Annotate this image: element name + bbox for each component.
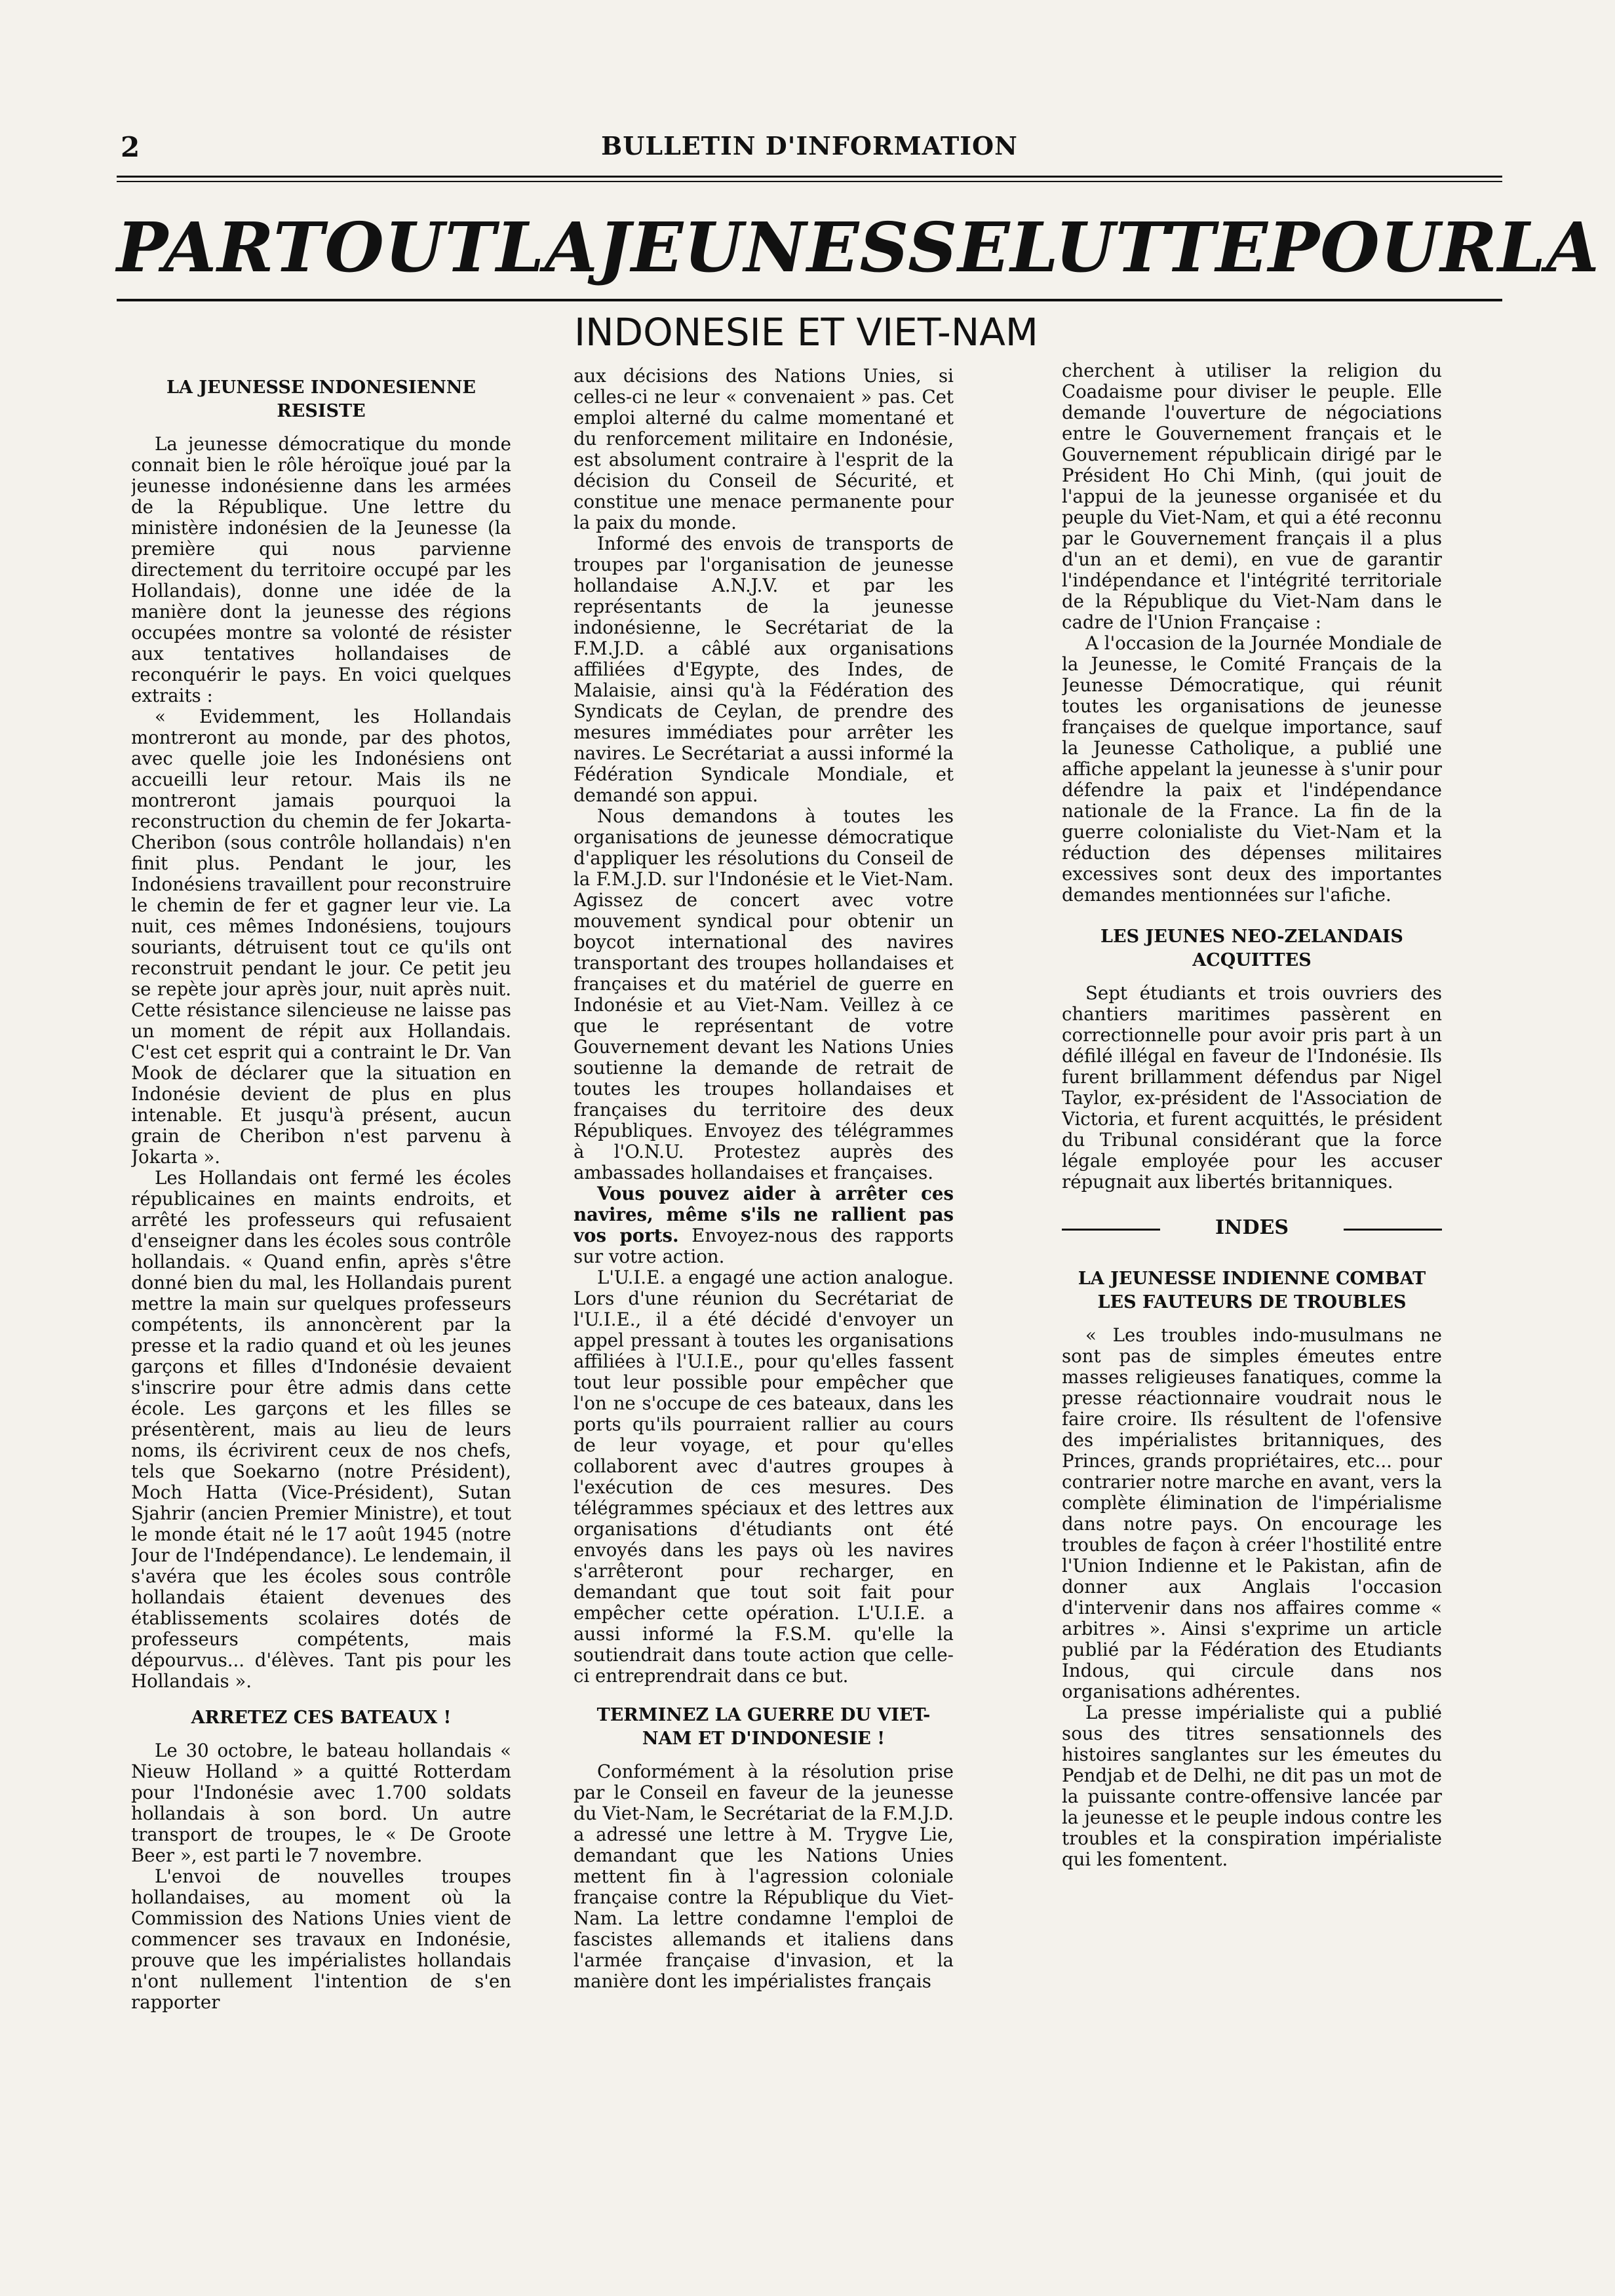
paragraph: Nous demandons à toutes les organisations de jeunesse démocratique d'appliquer les résolutions du Conseil de la F.M.J.D. sur l'Indonésie et le Viet-Nam. Agissez de concert avec votre mouvement syndical pour obtenir un boycot international des navires transportant des troupes hollandaises et françaises et du matériel de guerre en Indonésie et au Viet-Nam. Veillez à ce que le représentant de votre Gouvernement devant les Nations Unies soutienne la demande de retrait de toutes les troupes hollandaises et françaises du territoire des deux Républiques. Envoyez des télégrammes à l'O.N.U. Protestez auprès des ambassades hollandaises et françaises.	[574, 805, 954, 1183]
column-3	[1062, 360, 1442, 2261]
section-divider	[1062, 1207, 1442, 1253]
paragraph: Conformément à la résolution prise par le Conseil en faveur de la jeunesse du Viet-Nam, le Secrétariat de la F.M.J.D. a adressé une lettre à M. Trygve Lie, demandant que les Nations Unies mettent fin à l'agression coloniale française contre la République du Viet-Nam. La lettre condamne l'emploi de fascistes allemands et italiens dans l'armée française d'invasion, et la manière dont les impérialistes français	[574, 1761, 954, 1992]
paragraph: A l'occasion de la Journée Mondiale de la Jeunesse, le Comité Français de la Jeunesse Démocratique, qui réunit toutes les organisations de jeunesse françaises de quelque importance, sauf la Jeunesse Catholique, a publié une affiche appelant la jeunesse à s'unir pour défendre la paix et l'indépendance nationale de la France. La fin de la guerre colonialiste du Viet-Nam et la réduction des dépenses militaires excessives sont deux des importantes demandes mentionnées sur l'afiche.	[1062, 632, 1442, 906]
paragraph: L'U.I.E. a engagé une action analogue. Lors d'une réunion du Secrétariat de l'U.I.E., il a été décidé d'envoyer un appel pressant à toutes les organisations affiliées à l'U.I.E., pour qu'elles fassent tout leur possible pour empêcher que l'on ne s'occupe de ces bateaux, dans les ports qu'ils pourraient rallier au cours de leur voyage, et pour qu'elles collaborent avec d'autres groupes à l'exécution de ces mesures. Des télégrammes spéciaux et des lettres aux organisations d'étudiants ont été envoyés dans les pays où les navires s'arrêteront pour recharger, en demandant que tout soit fait pour empêcher cette opération. L'U.I.E. a aussi informé la F.S.M. qu'elle la soutiendrait dans toute action que celle-ci entreprendrait dans ce but.	[574, 1267, 954, 1687]
paragraph: Sept étudiants et trois ouvriers des chantiers maritimes passèrent en correctionnelle pour avoir pris part à un défilé illégal en faveur de l'Indonésie. Ils furent brillamment défendus par Nigel Taylor, ex-président de l'Association de Victoria, et furent acquittés, le président du Tribunal considérant que la force légale employée pour les accuser répugnait aux libertés britanniques.	[1062, 982, 1442, 1193]
headline-word: POUR	[1268, 207, 1498, 288]
running-header	[117, 128, 1502, 172]
paragraph	[574, 1183, 954, 1267]
article-heading: ARRETEZ CES BATEAUX !	[191, 1708, 452, 1728]
article-heading: LA JEUNESSE INDONESIENNE RESISTE	[166, 377, 477, 421]
headline-word: LA	[496, 207, 598, 288]
headline-word: LUTTE	[1010, 207, 1269, 288]
divider-line	[1344, 1229, 1442, 1231]
bold-callout: Vous pouvez aider à arrêter ces navires, même s'ils ne rallient pas vos ports.	[574, 1183, 954, 1246]
headline-word: JEUNESSE	[598, 207, 1011, 288]
column-2	[574, 366, 954, 2266]
paragraph: Informé des envois de transports de troupes par l'organisation de jeunesse hollandaise A.N.J.V. et par les représentants de la jeunesse indonésienne, le Secrétariat de la F.M.J.D. a câblé aux organisations affiliées d'Egypte, des Indes, de Malaisie, ainsi qu'à la Fédération des Syndicats de Ceylan, de prendre des mesures immédiates pour arrêter les navires. Le Secrétariat a aussi informé la Fédération Syndicale Mondiale, et demandé son appui.	[574, 533, 954, 806]
headline-word: LA	[1497, 207, 1600, 288]
header-rule	[117, 176, 1502, 178]
paragraph: La presse impérialiste qui a publié sous des titres sensationnels des histoires sanglantes sur les émeutes du Pendjab et de Delhi, ne dit pas un mot de la puissante contre-offensive lancée par la jeunesse et le peuple indous contre les troubles et la conspiration impérialiste qui les fomentent.	[1062, 1702, 1442, 1870]
paragraph-rest: Envoyez-nous des rapports sur votre action.	[574, 1225, 954, 1267]
paragraph: Le 30 octobre, le bateau hollandais « Nieuw Holland » a quitté Rotterdam pour l'Indonésie avec 1.700 soldats hollandais à son bord. Un autre transport de troupes, le « De Groote Beer », est parti le 7 novembre.	[131, 1740, 511, 1866]
divider-label: INDES	[1215, 1216, 1289, 1239]
column-1	[131, 367, 511, 2267]
article-heading: TERMINEZ LA GUERRE DU VIET-NAM ET D'INDONESIE !	[596, 1705, 931, 1749]
paragraph: Les Hollandais ont fermé les écoles républicaines en maints endroits, et arrêté les professeurs qui refusaient d'enseigner dans les écoles sous contrôle hollandais. « Quand enfin, après s'être donné bien du mal, les Hollandais purent mettre la main sur quelques professeurs compétents, ils annoncèrent par la presse et la radio quand et où les jeunes garçons et filles d'Indonésie devaient s'inscrire pour être admis dans cette école. Les garçons et les filles se présentèrent, mais au lieu de leurs noms, ils écrivirent ceux de nos chefs, tels que Soekarno (notre Président), Moch Hatta (Vice-Président), Sutan Sjahrir (ancien Premier Ministre), et tout le monde était né le 17 août 1945 (notre Jour de l'Indépendance). Le lendemain, il s'avéra que les écoles sous contrôle hollandais étaient devenues des établissements scolaires dotés de professeurs compétents, mais dépourvus... d'élèves. Tant pis pour les Hollandais ».	[131, 1167, 511, 1692]
page-number: 2	[121, 131, 140, 163]
paragraph: La jeunesse démocratique du monde connait bien le rôle héroïque joué par la jeunesse indonésienne dans les armées de la République. Une lettre du ministère indonésien de la Jeunesse (la première qui nous parvienne directement du territoire occupé par les Hollandais), donne une idée de la manière dont la jeunesse des régions occupées montre sa volonté de résister aux tentatives hollandaises de reconquérir le pays. En voici quelques extraits :	[131, 433, 511, 706]
paragraph: cherchent à utiliser la religion du Coadaisme pour diviser le peuple. Elle demande l'ouverture de négociations entre le Gouvernement français et le Gouvernement républicain dirigé par le Président Ho Chi Minh, (qui jouit de l'appui de la jeunesse organisée et du peuple du Viet-Nam, et qui a été reconnu par le Gouvernement français il a plus d'un an et demi), en vue de garantir l'indépendance et l'intégrité territoriale de la République du Viet-Nam dans le cadre de l'Union Française :	[1062, 360, 1442, 633]
article-heading: LES JEUNES NEO-ZELANDAIS ACQUITTES	[1100, 927, 1403, 970]
section-title: INDONESIE ET VIET-NAM	[574, 310, 1038, 354]
publication-title: BULLETIN D'INFORMATION	[601, 131, 1018, 161]
headline-rule	[117, 299, 1502, 301]
banner-headline	[117, 207, 1600, 288]
header-rule-thin	[117, 181, 1502, 182]
headline-word: PARTOUT	[117, 207, 496, 288]
paragraph: « Evidemment, les Hollandais montreront au monde, par des photos, avec quelle joie les Indonésiens ont accueilli leur retour. Mais ils ne montreront jamais pourquoi la reconstruction du chemin de fer Jokarta-Cheribon (sous contrôle hollandais) n'en finit plus. Pendant le jour, les Indonésiens travaillent pour reconstruire le chemin de fer et gagner leur vie. La nuit, ces mêmes Indonésiens, toujours souriants, détruisent tout ce qu'ils ont reconstruit pendant le jour. Ce petit jeu se repète jour après jour, nuit après nuit. Cette résistance silencieuse ne laisse pas un moment de répit aux Hollandais. C'est cet esprit qui a contraint le Dr. Van Mook de déclarer que la situation en Indonésie devient de plus en plus intenable. Et jusqu'à présent, aucun grain de Cheribon n'est parvenu à Jokarta ».	[131, 706, 511, 1168]
paragraph: aux décisions des Nations Unies, si celles-ci ne leur « convenaient » pas. Cet emploi alterné du calme momentané et du renforcement militaire en Indonésie, est absolument contraire à l'esprit de la décision du Conseil de Sécurité, et constitue une menace permanente pour la paix du monde.	[574, 366, 954, 533]
paragraph: « Les troubles indo-musulmans ne sont pas de simples émeutes entre masses religieuses fanatiques, comme la presse réactionnaire voudrait nous le faire croire. Ils résultent de l'ofensive des impérialistes britanniques, des Princes, grands propriétaires, etc... pour contrarier notre marche en avant, vers la complète élimination de l'impérialisme dans notre pays. On encourage les troubles de façon à créer l'hostilité entre l'Union Indienne et le Pakistan, afin de donner aux Anglais l'occasion d'intervenir dans nos affaires comme « arbitres ». Ainsi s'exprime un article publié par la Fédération des Etudiants Indous, qui circule dans nos organisations adhérentes.	[1062, 1324, 1442, 1702]
article-heading: LA JEUNESSE INDIENNE COMBAT LES FAUTEURS DE TROUBLES	[1078, 1269, 1426, 1312]
paragraph: L'envoi de nouvelles troupes hollandaises, au moment où la Commission des Nations Unies vient de commencer ses travaux en Indonésie, prouve que les impérialistes hollandais n'ont nullement l'intention de s'en rapporter	[131, 1866, 511, 2013]
